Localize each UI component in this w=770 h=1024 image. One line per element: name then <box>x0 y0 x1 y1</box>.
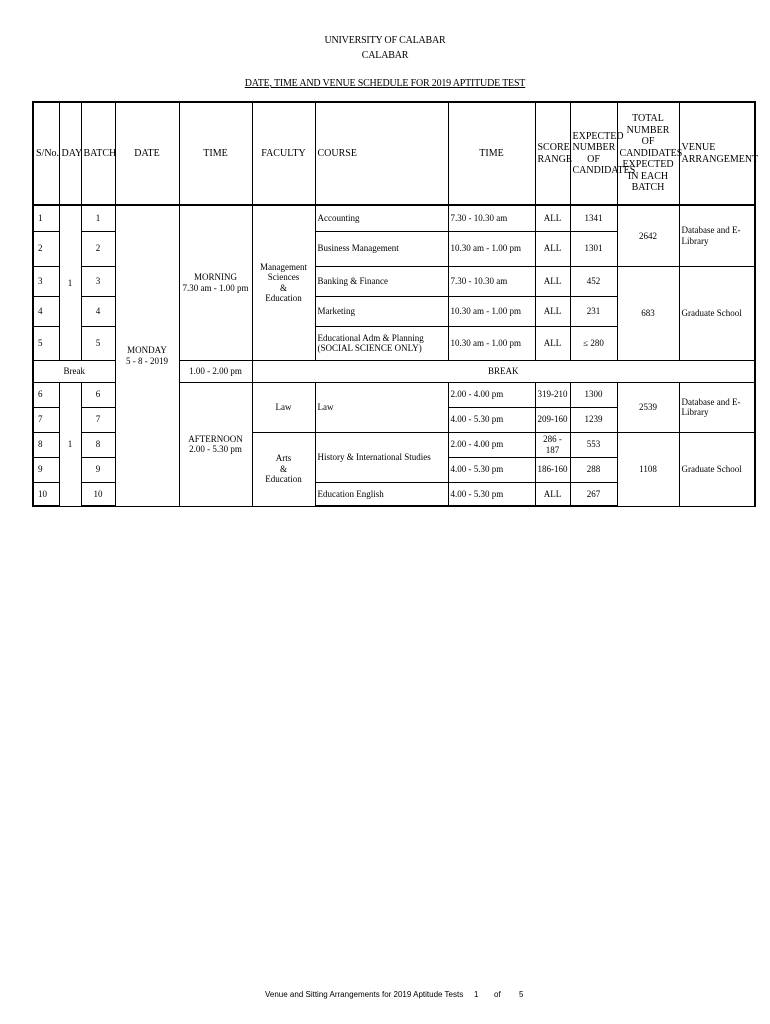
batch-cell: 4 <box>81 296 115 326</box>
score-cell: 186-160 <box>535 457 570 482</box>
score-cell: 209-160 <box>535 407 570 432</box>
total-cell: 2539 <box>617 382 679 432</box>
time-cell: 7.30 - 10.30 am <box>448 205 535 231</box>
total-cell: 1108 <box>617 432 679 506</box>
time-cell: 7.30 - 10.30 am <box>448 266 535 296</box>
batch-cell: 1 <box>81 205 115 231</box>
time-cell: 10.30 am - 1.00 pm <box>448 326 535 360</box>
footer-page-number: 1 <box>474 990 479 999</box>
time-cell: 2.00 - 4.00 pm <box>448 432 535 457</box>
course-cell: Marketing <box>315 296 448 326</box>
university-city: CALABAR <box>361 50 409 61</box>
col-faculty: FACULTY <box>252 102 315 205</box>
score-cell: 286 - 187 <box>535 432 570 457</box>
col-date: DATE <box>115 102 179 205</box>
sn-cell: 8 <box>33 432 59 457</box>
course-cell: Education English <box>315 482 448 506</box>
time-cell: 4.00 - 5.30 pm <box>448 457 535 482</box>
score-cell: ALL <box>535 326 570 360</box>
batch-cell: 10 <box>81 482 115 506</box>
venue-cell: Database and E-Library <box>679 382 755 432</box>
time-cell: 10.30 am - 1.00 pm <box>448 231 535 266</box>
sn-cell: 4 <box>33 296 59 326</box>
expected-cell: 1239 <box>570 407 617 432</box>
sn-cell: 3 <box>33 266 59 296</box>
expected-cell: ≤ 280 <box>570 326 617 360</box>
col-time-2: TIME <box>448 102 535 205</box>
col-total: TOTAL NUMBER OF CANDIDATES EXPECTED IN EACH BATCH <box>617 102 679 205</box>
course-cell: Business Management <box>315 231 448 266</box>
score-cell: ALL <box>535 266 570 296</box>
venue-cell: Graduate School <box>679 266 755 360</box>
score-cell: ALL <box>535 205 570 231</box>
course-history-cell: History & International Studies <box>315 432 448 482</box>
university-title: UNIVERSITY OF CALABAR <box>324 35 446 46</box>
time-cell: 10.30 am - 1.00 pm <box>448 296 535 326</box>
expected-cell: 1301 <box>570 231 617 266</box>
schedule-table <box>32 101 759 507</box>
sn-cell: 2 <box>33 231 59 266</box>
col-score-range: SCORE RANGE <box>535 102 570 205</box>
faculty-arts-cell: Arts & Education <box>252 432 315 506</box>
batch-cell: 9 <box>81 457 115 482</box>
expected-cell: 452 <box>570 266 617 296</box>
expected-cell: 231 <box>570 296 617 326</box>
course-cell: Educational Adm & Planning (SOCIAL SCIENCE ONLY) <box>315 326 448 360</box>
expected-cell: 267 <box>570 482 617 506</box>
footer-caption: Venue and Sitting Arrangements for 2019 Aptitude Tests <box>265 990 464 999</box>
faculty-management-cell: Management Sciences & Education <box>252 205 315 360</box>
expected-cell: 288 <box>570 457 617 482</box>
col-venue: VENUE ARRANGEMENT <box>679 102 755 205</box>
score-cell: ALL <box>535 296 570 326</box>
break-text: BREAK <box>252 360 755 382</box>
afternoon-time-cell: AFTERNOON 2.00 - 5.30 pm <box>179 382 252 506</box>
course-cell: Banking & Finance <box>315 266 448 296</box>
batch-cell: 2 <box>81 231 115 266</box>
total-cell: 683 <box>617 266 679 360</box>
sn-cell: 9 <box>33 457 59 482</box>
faculty-law-cell: Law <box>252 382 315 432</box>
expected-cell: 1341 <box>570 205 617 231</box>
col-sn: S/No. <box>33 102 59 205</box>
col-batch: BATCH <box>81 102 115 205</box>
batch-cell: 5 <box>81 326 115 360</box>
col-time: TIME <box>179 102 252 205</box>
col-expected: EXPECTED NUMBER OF CANDIDATES <box>570 102 617 205</box>
time-cell: 4.00 - 5.30 pm <box>448 482 535 506</box>
score-cell: ALL <box>535 231 570 266</box>
break-time: 1.00 - 2.00 pm <box>179 360 252 382</box>
time-cell: 2.00 - 4.00 pm <box>448 382 535 407</box>
table-row <box>33 205 755 231</box>
morning-time-cell: MORNING 7.30 am - 1.00 pm <box>179 205 252 360</box>
schedule-title: DATE, TIME AND VENUE SCHEDULE FOR 2019 APTITUDE TEST <box>244 78 526 89</box>
batch-cell: 6 <box>81 382 115 407</box>
expected-cell: 1300 <box>570 382 617 407</box>
col-course: COURSE <box>315 102 448 205</box>
batch-cell: 8 <box>81 432 115 457</box>
expected-cell: 553 <box>570 432 617 457</box>
venue-cell: Graduate School <box>679 432 755 506</box>
day-cell: 1 <box>59 382 81 506</box>
venue-cell: Database and E-Library <box>679 205 755 266</box>
course-law-cell: Law <box>315 382 448 432</box>
footer-total-pages: 5 <box>519 990 524 999</box>
sn-cell: 1 <box>33 205 59 231</box>
sn-cell: 10 <box>33 482 59 506</box>
course-cell: Accounting <box>315 205 448 231</box>
footer-of: of <box>494 990 501 999</box>
col-day: DAY <box>59 102 81 205</box>
day-cell: 1 <box>59 205 81 360</box>
date-cell: MONDAY 5 - 8 - 2019 <box>115 205 179 506</box>
sn-cell: 7 <box>33 407 59 432</box>
total-cell: 2642 <box>617 205 679 266</box>
batch-cell: 7 <box>81 407 115 432</box>
score-cell: 319-210 <box>535 382 570 407</box>
time-cell: 4.00 - 5.30 pm <box>448 407 535 432</box>
sn-cell: 6 <box>33 382 59 407</box>
batch-cell: 3 <box>81 266 115 296</box>
header-row <box>33 102 755 205</box>
break-label: Break <box>33 360 115 382</box>
sn-cell: 5 <box>33 326 59 360</box>
score-cell: ALL <box>535 482 570 506</box>
